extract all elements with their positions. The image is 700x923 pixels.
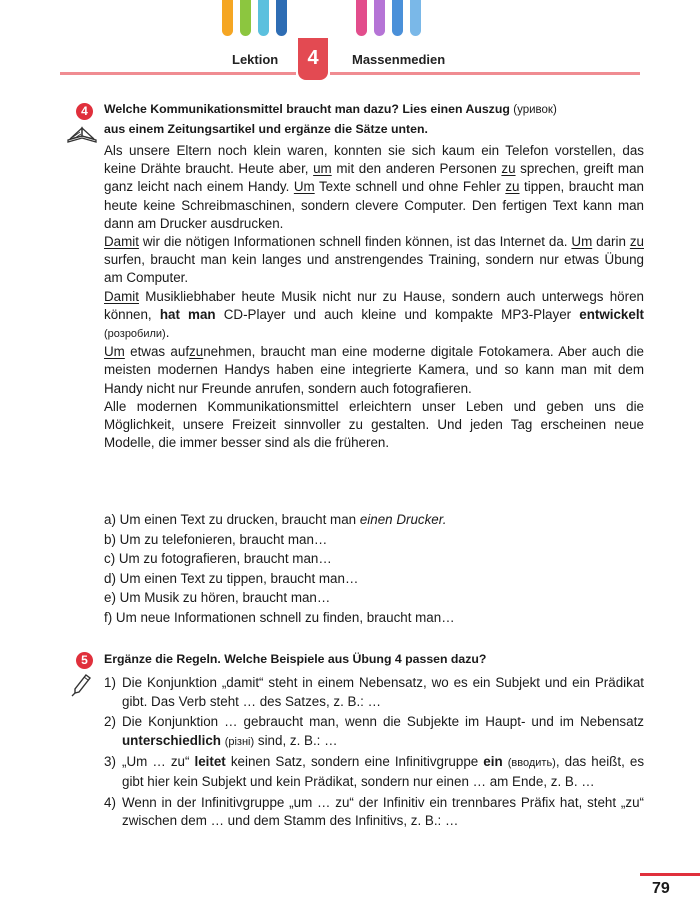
text-run: zu [505,179,520,195]
text-run: Damit [104,288,139,304]
text-run: sind, z. B.: … [254,732,338,748]
exercise-item [104,510,644,530]
exercise-text: Um neue Informationen schnell zu finden, braucht man… [115,609,455,625]
exercise-text: Um einen Text zu drucken, braucht man [119,512,357,527]
color-tab [276,0,287,36]
rule-item [104,713,644,751]
text-run: hat man [159,306,216,322]
color-tab [356,0,367,36]
text-run: um [313,161,332,177]
rule-item [104,674,644,711]
rule-number: 2) [104,714,116,730]
exercise-label: f) [104,609,113,625]
text-run: , das heißt, es gibt hier kein Subjekt und kein Prädikat, sondern nur einen … am Ende, z. B. … [122,754,645,789]
task-4-instruction-a: Welche Kommunikationsmittel braucht man dazu? Lies einen Auszug [104,102,510,116]
exercise-label: d) [104,570,116,586]
text-run: Als unsere Eltern noch klein waren, konnten sie sich kaum ein Telefon vorstellen, das keine Drähte braucht. Heute aber, [104,143,644,177]
exercise-text: Um Musik zu hören, braucht man… [119,590,331,605]
exercise-list [104,510,644,627]
rule-text [122,794,644,831]
text-run: Alle modernen Kommunikationsmittel erleichtern unser Leben und geben uns die Möglichkeit, unsere Freizeit sinnvoller zu gestalten. Und jeden Tag erscheinen neue Modelle, die immer besser sind als die früheren. [104,398,644,451]
task-4-instruction-b: aus einem Zeitungsartikel und ergänze die Sätze unten. [104,122,428,136]
text-run: . [165,325,170,341]
header-rule-left [60,72,296,75]
text-run: Um [571,234,593,250]
rule-number: 3) [104,754,116,770]
exercise-text: Um zu fotografieren, braucht man… [118,551,332,566]
text-run: keinen Satz, sondern eine Infinitivgruppe [225,754,484,770]
text-run: mit den anderen Personen [331,161,502,177]
text-run: Die Konjunktion „damit“ steht in einem Nebensatz, wo es ein Subjekt und ein Prädikat gibt. Das Verb steht … des Satzes, z. B.: … [122,675,644,709]
article-paragraph [104,398,644,453]
lesson-label: Lektion [232,52,279,67]
text-run: wir die nötigen Informationen schnell finden können, ist das Internet da. [138,234,572,250]
task-5-instruction: Ergänze die Regeln. Welche Beispiele aus Übung 4 passen dazu? [104,652,487,666]
exercise-label: c) [104,551,116,566]
exercise-text: Um zu telefonieren, braucht man… [119,531,328,547]
color-tab [410,0,421,36]
exercise-answer: einen Drucker. [359,512,447,527]
task-4-number: 4 [76,103,93,120]
text-run: Wenn in der Infinitivgruppe „um … zu“ der Infinitiv ein trennbares Präfix hat, steht „zu“ zwischen dem … und dem Stamm des Infinitivs, z. B.: … [122,794,644,829]
rule-text [122,674,644,711]
text-run: unterschiedlich [122,732,221,748]
topic-title: Massenmedien [352,52,446,67]
footer-rule [640,873,700,876]
rule-text [122,753,644,791]
rule-item [104,794,644,831]
text-run: (різні) [224,735,255,748]
text-run: Texte schnell und ohne Fehler [314,179,506,195]
text-run: entwickelt [579,306,645,322]
text-run: tippen, braucht man heute keine Schreibmaschinen, sondern clevere Computer. Den fertigen Text kann man dann am Drucker ausdrucken. [104,179,644,231]
text-run: zu [501,161,516,177]
pen-icon [70,672,94,703]
rule-number: 1) [104,675,116,690]
exercise-item [104,569,644,589]
article-paragraph [104,288,644,344]
lesson-number-badge: 4 [298,38,328,80]
text-run: Um [293,179,315,195]
text-run: surfen, braucht man kein langes und anstrengendes Training, sondern nur etwas Übung am Computer. [104,252,644,286]
text-run: zu [189,344,204,360]
text-run: CD-Player und auch kleine und kompakte MP3-Player [215,306,580,322]
text-run: sprechen, greift man ganz leicht nach einem Handy. [104,161,644,195]
article-paragraph [104,343,644,398]
book-icon [66,124,98,151]
text-run: Um [104,344,125,360]
color-tab [374,0,385,36]
color-tab [222,0,233,36]
text-run: Die Konjunktion … gebraucht man, wenn die Subjekte im Haupt- und im Nebensatz [122,714,644,730]
article-text [104,142,644,452]
task-4-instruction-note: (уривок) [513,104,557,116]
text-run: ein [483,754,503,770]
article-paragraph [104,233,644,288]
header-rule-right [330,72,640,75]
exercise-item [104,608,644,628]
text-run: leitet [194,754,226,770]
text-run: (розробили) [104,328,166,341]
rules-list [104,674,644,833]
rule-text [122,713,644,751]
color-tab [240,0,251,36]
exercise-label: e) [104,590,116,605]
text-run: nehmen, braucht man eine moderne digitale Fotokamera. Aber auch die meisten modernen Handys haben eine integrierte Kamera, und so kann man mit dem Handy nicht nur Freunde anrufen, sondern auch fotografieren. [104,344,644,396]
text-run: Musikliebhaber heute Musik nicht nur zu Hause, sondern auch unterwegs hören können, [104,288,644,322]
exercise-label: a) [104,512,116,527]
color-tab [258,0,269,36]
text-run: zu [629,234,644,250]
text-run: darin [592,234,630,250]
color-tab [392,0,403,36]
exercise-item [104,588,644,608]
exercise-item [104,530,644,550]
task-4-instruction [104,100,644,139]
text-run: (вводить) [507,757,556,770]
rule-item [104,753,644,791]
exercise-text: Um einen Text zu tippen, braucht man… [119,570,359,586]
exercise-item [104,549,644,569]
page-number: 79 [652,880,670,897]
text-run: etwas auf [124,344,190,360]
page-header [0,38,700,88]
exercise-label: b) [104,531,116,547]
rule-number: 4) [104,794,116,810]
article-paragraph [104,142,644,233]
text-run: Damit [104,234,139,250]
text-run: „Um … zu“ [122,754,195,770]
task-5-number: 5 [76,652,93,669]
